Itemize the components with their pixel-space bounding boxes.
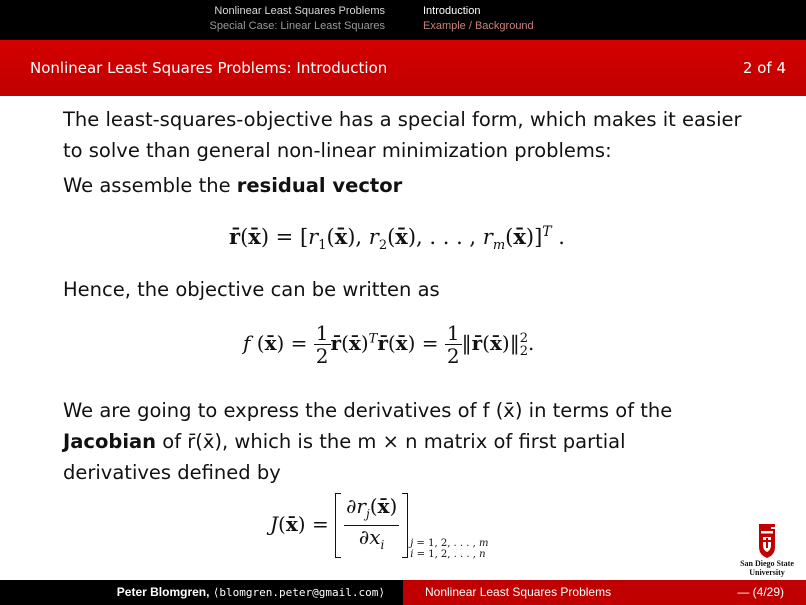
equation-objective: f (x̄) = $\frac{1}{2}$ r̄(x̄)$^T$r̄(x̄) = $\frac{1}{2}$ ‖r̄(x̄)‖2 2. bbox=[243, 321, 535, 368]
paragraph-jacobian-line1: We are going to express the derivatives of f (x̄) in terms of the bbox=[63, 399, 673, 422]
slide-footer bbox=[0, 580, 806, 605]
logo-line2: University bbox=[749, 568, 785, 577]
slide-title: Nonlinear Least Squares Problems: Introduction bbox=[30, 59, 388, 77]
equation-residual-vector: r̄(x̄) = [$r_1(x̄)$, $r_2(x̄)$, . . . , $r_m(x̄)]^T$ . bbox=[229, 224, 565, 254]
jacobian-term: Jacobian bbox=[63, 430, 157, 453]
nav-subsections bbox=[403, 0, 806, 40]
footer-author: Peter Blomgren, bbox=[116, 585, 210, 599]
footer-title: Nonlinear Least Squares Problems bbox=[425, 585, 612, 599]
slide-title-bar bbox=[0, 40, 806, 96]
nav-subsection-introduction[interactable]: Introduction bbox=[423, 5, 481, 17]
nav-sections bbox=[0, 0, 403, 40]
nav-subsection-example[interactable]: Example / Background bbox=[423, 20, 534, 32]
paragraph-jacobian-wrap bbox=[63, 395, 743, 488]
paragraph-jacobian-line3: derivatives defined by bbox=[63, 461, 281, 484]
footer-page-number: — (4/29) bbox=[737, 585, 784, 599]
sdsu-logo bbox=[738, 521, 796, 579]
paragraph-jacobian-line2 bbox=[63, 426, 743, 457]
residual-term: residual vector bbox=[236, 174, 403, 197]
slide-content bbox=[63, 104, 743, 201]
slide-counter: 2 of 4 bbox=[742, 59, 786, 77]
nav-section-linear[interactable]: Special Case: Linear Least Squares bbox=[209, 20, 385, 32]
paragraph-objective-wrap bbox=[63, 274, 743, 305]
nav-section-nonlinear[interactable]: Nonlinear Least Squares Problems bbox=[214, 5, 385, 17]
jacobian-line2-rest: of r̄(x̄), which is the m × n matrix of first partial bbox=[156, 430, 626, 453]
logo-line1: San Diego State bbox=[740, 559, 794, 568]
top-navigation bbox=[0, 0, 806, 40]
footer-email[interactable]: ⟨blomgren.peter@gmail.com⟩ bbox=[212, 586, 385, 599]
paragraph-residual bbox=[63, 170, 743, 201]
paragraph-objective: Hence, the objective can be written as bbox=[63, 278, 440, 301]
paragraph-intro: The least-squares-objective has a special form, which makes it easier to solve than general non-linear minimization problems: bbox=[63, 108, 742, 162]
residual-prefix: We assemble the bbox=[63, 174, 237, 197]
footer-title-block bbox=[403, 580, 806, 605]
footer-author-block bbox=[0, 580, 403, 605]
equation-jacobian: J(x̄) = $\frac{\partial r_j(x̄)}{\partial x_i}$ j = 1, 2, . . . , m i = 1, 2, . . . , n bbox=[270, 494, 489, 560]
